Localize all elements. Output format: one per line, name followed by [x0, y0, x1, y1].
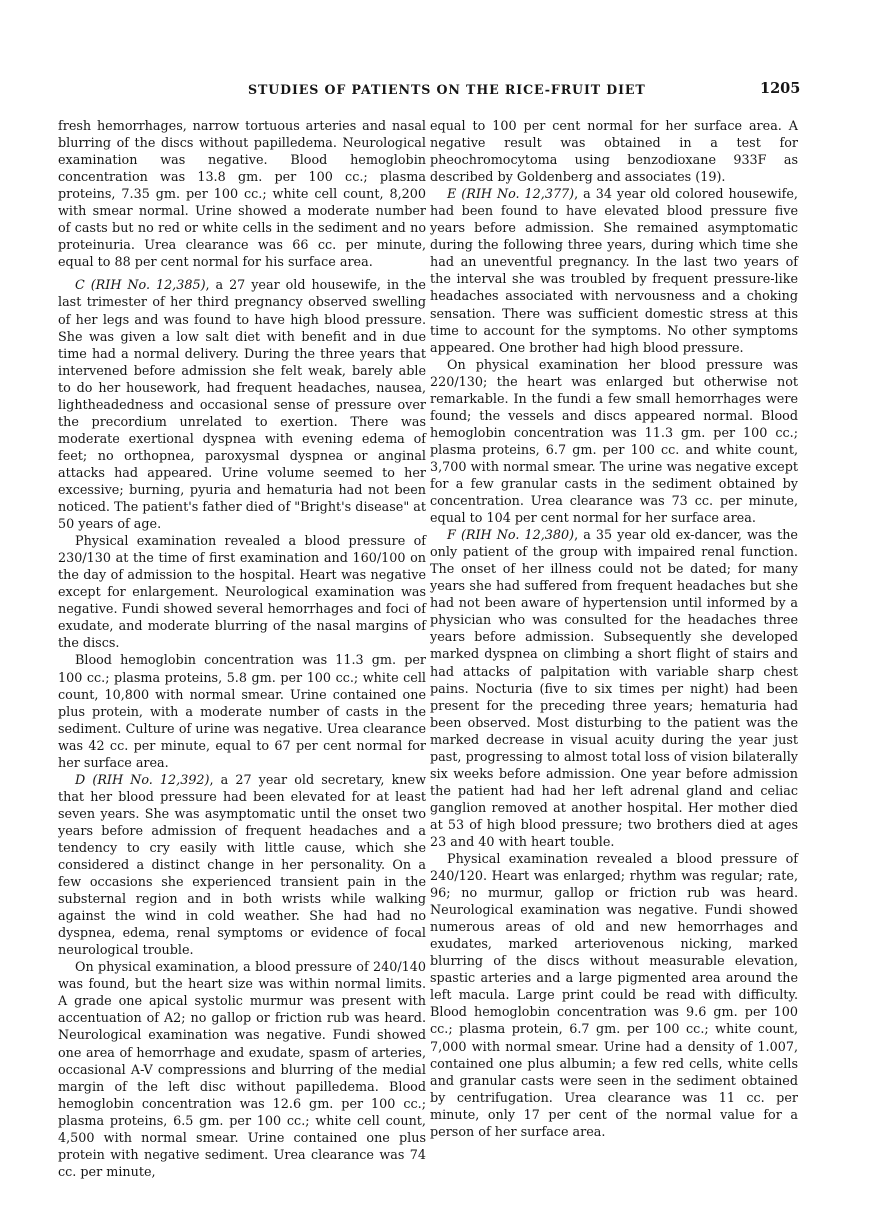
paragraph-case-e-exam: On physical examination her blood pressure was 220/130; the heart was enlarged but otherwise not remarkable. In the fundi a few small hemorrhages were found; the vessels and discs appeared normal. Blood hemoglobin concentration was 11.3 gm. per 100 cc.; plasma proteins, 6.7 gm. per 100 cc. and white count, 3,700 with normal smear. The urine was negative except for a few granular casts in the sediment obtained by concentration. Urea clearance was 73 cc. per minute, equal to 104 per cent normal for her surface area.	[430, 357, 798, 527]
case-text: , a 34 year old colored housewife, had been found to have elevated blood pressure five years before admission. She remained asymptomatic during the following three years, during which time she had an uneventful pregnancy. In the last two years of the interval she was troubled by frequent pressure-like headaches associated with nervousness and a choking sensation. There was sufficient domestic stress at this time to account for the symptoms. No other symptoms appeared. One brother had high blood pressure.	[430, 187, 798, 356]
paragraph-case-c	[58, 277, 426, 533]
left-column	[58, 118, 426, 1181]
running-title: STUDIES OF PATIENTS ON THE RICE-FRUIT DIET	[248, 82, 646, 97]
paragraph-case-f-exam: Physical examination revealed a blood pressure of 240/120. Heart was enlarged; rhythm was regular; rate, 96; no murmur, gallop or friction rub was heard. Neurological examination was negative. Fundi showed numerous areas of old and new hemorrhages and exudates, marked arteriovenous nicking, marked blurring of the discs without measurable elevation, spastic arteries and a large pigmented area around the left macula. Large print could be read with difficulty. Blood hemoglobin concentration was 9.6 gm. per 100 cc.; plasma protein, 6.7 gm. per 100 cc.; white count, 7,000 with normal smear. Urine had a density of 1.007, contained one plus albumin; a few red cells, white cells and granular casts were seen in the sediment obtained by centrifugation. Urea clearance was 11 cc. per minute, only 17 per cent of the normal value for a person of her surface area.	[430, 852, 798, 1140]
paragraph-case-f	[430, 527, 798, 851]
page-number: 1205	[760, 80, 801, 97]
right-column	[430, 118, 798, 1141]
case-letter: E	[447, 187, 457, 203]
paragraph-case-d	[58, 772, 426, 960]
case-letter: D	[75, 772, 86, 788]
case-letter: C	[75, 278, 85, 294]
paragraph-case-b-continued: fresh hemorrhages, narrow tortuous arteries and nasal blurring of the discs without papilledema. Neurological examination was negative. Blood hemoglobin concentration was 13.8 gm. per 100 cc.; plasma proteins, 7.35 gm. per 100 cc.; white cell count, 8,200 with smear normal. Urine showed a moderate number of casts but no red or white cells in the sediment and no proteinuria. Urea clearance was 66 cc. per minute, equal to 88 per cent normal for his surface area.	[58, 119, 426, 271]
case-record-id: (RIH No. 12,380)	[460, 528, 575, 544]
case-record-id: (RIH No. 12,385)	[90, 278, 206, 294]
case-letter: F	[447, 528, 456, 544]
paragraph-case-c-labs: Blood hemoglobin concentration was 11.3 gm. per 100 cc.; plasma proteins, 5.8 gm. per 100 cc.; white cell count, 10,800 with normal smear. Urine contained one plus protein, with a moderate number of casts in the sediment. Culture of urine was negative. Urea clearance was 42 cc. per minute, equal to 67 per cent normal for her surface area.	[58, 653, 426, 771]
paragraph-case-e	[430, 186, 798, 356]
paragraph-case-c-exam: Physical examination revealed a blood pressure of 230/130 at the time of first examination and 160/100 on the day of admission to the hospital. Heart was negative except for enlargement. Neurological examination was negative. Fundi showed several hemorrhages and foci of exudate, and moderate blurring of the nasal margins of the discs.	[58, 534, 426, 652]
case-text: , a 27 year old secretary, knew that her blood pressure had been elevated for at least seven years. She was asymptomatic until the onset two years before admission of frequent headaches and a tendency to cry easily with little cause, which she considered a distinct change in her personality. On a few occasions she experienced transient pain in the substernal region and in both wrists while walking against the wind in cold weather. She had had no dyspnea, edema, renal symptoms or evidence of focal neurological trouble.	[58, 772, 426, 959]
case-text: , a 35 year old ex-dancer, was the only patient of the group with impaired renal function. The onset of her illness could not be dated; for many years she had suffered from frequent headaches but she had not been aware of hypertension until informed by a physician who was consulted for the headaches three years before admission. Subsequently she developed marked dyspnea on climbing a short flight of stairs and had attacks of palpitation with variable sharp chest pains. Nocturia (five to six times per night) had been present for the preceding three years; hematuria had been observed. Most disturbing to the patient was the marked decrease in visual acuity during the year just past, progressing to almost total loss of vision bilaterally six weeks before admission. One year before admission the patient had had her left adrenal gland and celiac ganglion removed at another hospital. Her mother died at 53 of high blood pressure; two brothers died at ages 23 and 40 with heart touble.	[430, 528, 798, 850]
case-record-id: (RIH No. 12,377)	[461, 187, 575, 203]
case-text: , a 27 year old housewife, in the last trimester of her third pregnancy observed swelling of her legs and was found to have high blood pressure. She was given a low salt diet with benefit and in due time had a normal delivery. During the three years that intervened before admission she felt weak, barely able to do her housework, had frequent headaches, nausea, lightheadedness and occasional sense of pressure over the precordium unrelated to exertion. There was moderate exertional dyspnea with evening edema of feet; no orthopnea, paroxysmal dyspnea or anginal attacks had appeared. Urine volume seemed to her excessive; burning, pyuria and hematuria had not been noticed. The patient's father died of "Bright's disease" at 50 years of age.	[58, 278, 426, 533]
case-record-id: (RIH No. 12,392)	[92, 772, 210, 788]
paragraph-case-d-continued: equal to 100 per cent normal for her surface area. A negative result was obtained in a test for pheochromocytoma using benzodioxane 933F as described by Goldenberg and associates (19).	[430, 119, 798, 186]
paragraph-case-d-exam: On physical examination, a blood pressure of 240/140 was found, but the heart size was within normal limits. A grade one apical systolic murmur was present with accentuation of A2; no gallop or friction rub was heard. Neurological examination was negative. Fundi showed one area of hemorrhage and exudate, spasm of arteries, occasional A-V compressions and blurring of the medial margin of the left disc without papilledema. Blood hemoglobin concentration was 12.6 gm. per 100 cc.; plasma proteins, 6.5 gm. per 100 cc.; white cell count, 4,500 with normal smear. Urine contained one plus protein with negative sediment. Urea clearance was 74 cc. per minute,	[58, 960, 426, 1180]
